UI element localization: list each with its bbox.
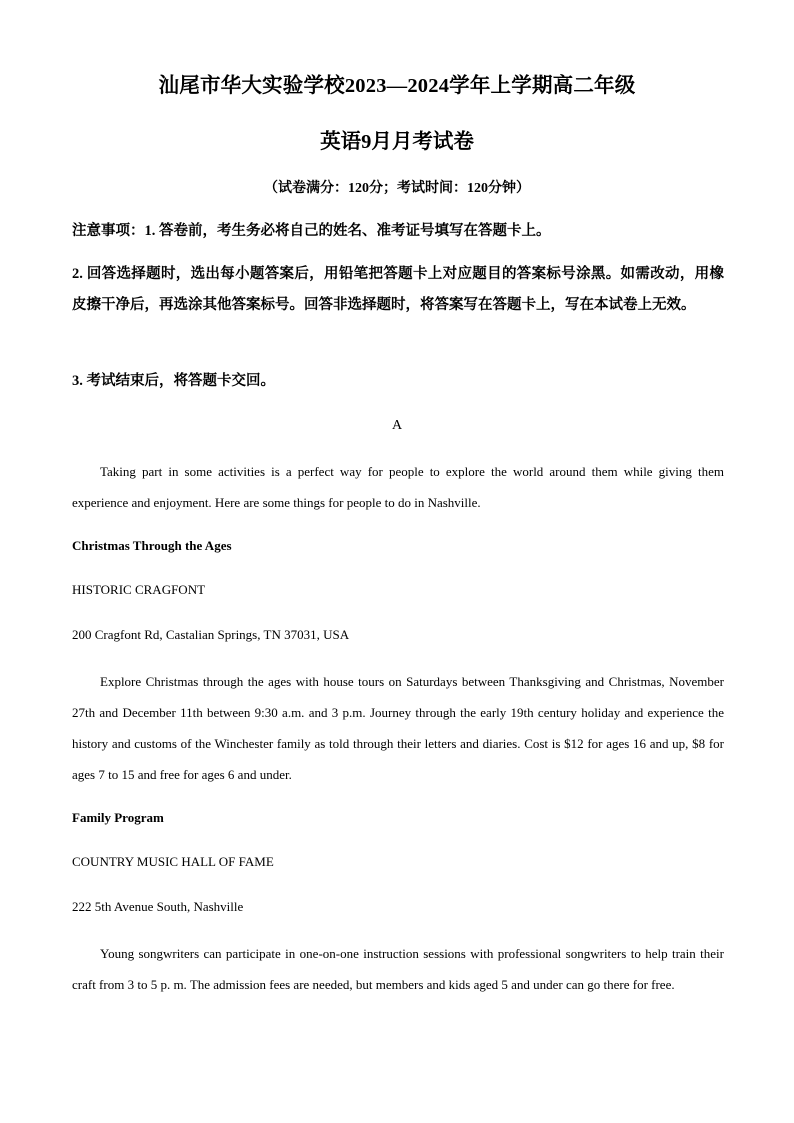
item-heading: Christmas Through the Ages <box>72 538 232 553</box>
item-address: 222 5th Avenue South, Nashville <box>72 899 244 914</box>
instruction-3: 3. 考试结束后，将答题卡交回。 <box>72 373 275 389</box>
exam-subject-title: 英语9月月考试卷 <box>320 131 474 153</box>
item-description: Explore Christmas through the ages with house tours on Saturdays between Thanksgiving and Christmas, November 27th and December 11th between 9:30 a.m. and 3 p.m. Journey through the early 19th century holiday and experience the history and customs of the Winchester family as told through their letters and diaries. Cost is $12 for ages 16 and up, $8 for ages 7 to 15 and free for ages 6 and under. <box>72 674 724 782</box>
section-letter: A <box>391 418 403 433</box>
exam-info: （试卷满分：120分；考试时间：120分钟） <box>264 181 530 196</box>
item-heading: Family Program <box>72 810 164 825</box>
instruction-1: 注意事项：1. 答卷前，考生务必将自己的姓名、准考证号填写在答题卡上。 <box>72 223 551 239</box>
item-venue: HISTORIC CRAGFONT <box>72 582 206 597</box>
passage-intro: Taking part in some activities is a perfect way for people to explore the world around them while giving them experience and enjoyment. Here are some things for people to do in Nashville. <box>72 464 724 510</box>
instruction-2: 2. 回答选择题时，选出每小题答案后，用铅笔把答题卡上对应题目的答案标号涂黑。如需改动，用橡皮擦干净后，再选涂其他答案标号。回答非选择题时，将答案写在答题卡上，写在本试卷上无效。 <box>72 266 724 313</box>
item-venue: COUNTRY MUSIC HALL OF FAME <box>72 854 274 869</box>
item-address: 200 Cragfont Rd, Castalian Springs, TN 37031, USA <box>72 627 350 642</box>
exam-title: 汕尾市华大实验学校2023—2024学年上学期高二年级 <box>158 75 636 97</box>
item-description: Young songwriters can participate in one-on-one instruction sessions with professional songwriters to help train their craft from 3 to 5 p. m. The admission fees are needed, but members and kids aged 5 and under can go there for free. <box>72 946 724 992</box>
